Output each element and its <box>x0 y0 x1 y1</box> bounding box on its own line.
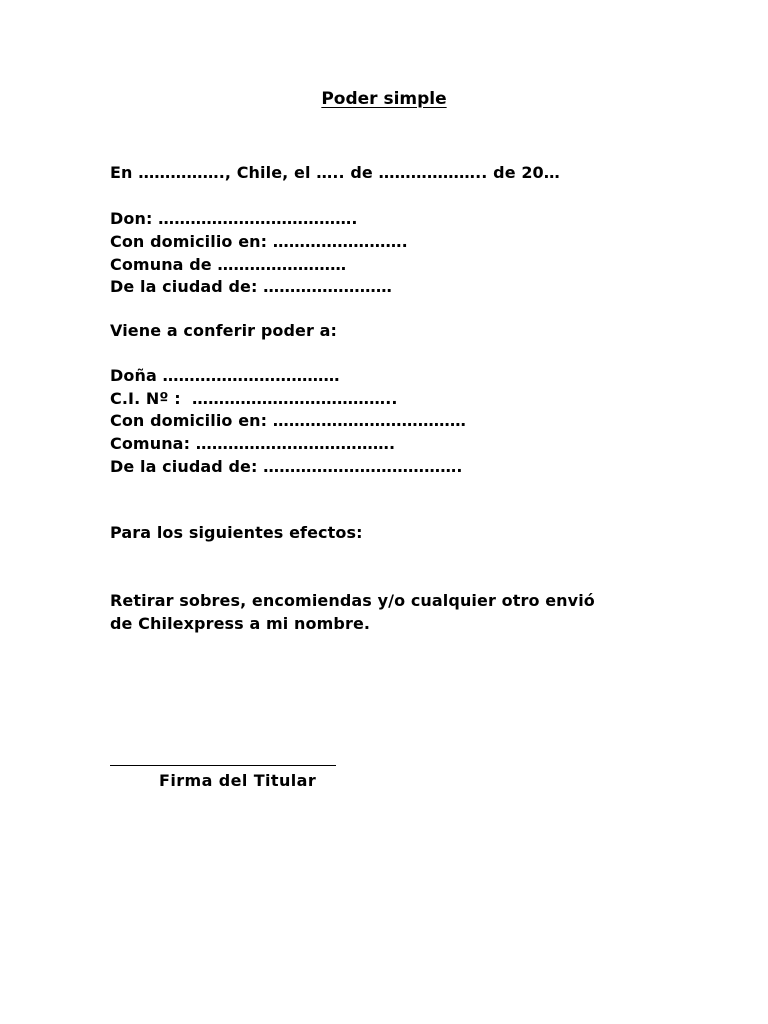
grantee-id-line: C.I. Nº : ……………………………….. <box>110 389 398 408</box>
signature-label: Firma del Titular <box>159 771 317 790</box>
grantor-city-line: De la ciudad de: …………………… <box>110 277 392 296</box>
grantee-address-line: Con domicilio en: ……………………………… <box>110 411 467 430</box>
grantor-comuna-line: Comuna de …………………… <box>110 255 347 274</box>
purpose-text-line-1: Retirar sobres, encomiendas y/o cualquier otro envió <box>110 591 595 610</box>
grantee-city-line: De la ciudad de: ………………………………. <box>110 457 463 476</box>
signature-line <box>110 765 336 766</box>
grantee-comuna-line: Comuna: ………………………………. <box>110 434 396 453</box>
grantee-name-line: Doña …………………………… <box>110 366 340 385</box>
grantor-name-line: Don: ………………………………. <box>110 209 358 228</box>
document-title: Poder simple <box>321 89 447 109</box>
purpose-text-line-2: de Chilexpress a mi nombre. <box>110 614 371 633</box>
grantor-address-line: Con domicilio en: ……………………. <box>110 232 408 251</box>
purpose-heading: Para los siguientes efectos: <box>110 523 363 542</box>
confer-statement: Viene a conferir poder a: <box>110 321 338 340</box>
place-date-line: En ……………., Chile, el ….. de ……………….. de 20… <box>110 163 560 182</box>
